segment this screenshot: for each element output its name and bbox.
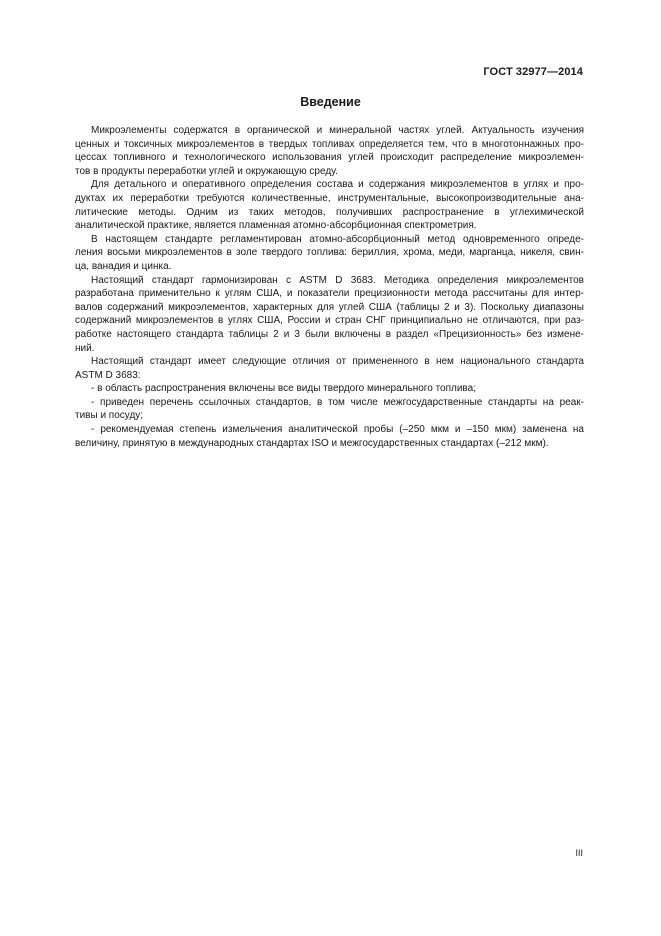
text-line: содержаний микроэлементов в углях США, России и стран СНГ принципиально не отличаются, при раз- (75, 315, 584, 327)
text-line: - рекомендуемая степень измельчения аналитической пробы (–250 мкм и –150 мкм) заменена на (91, 424, 584, 436)
text-line: разработана применительно к углям США, и показатели прецизионности метода рассчитаны для интер- (75, 288, 584, 300)
page-title: Введение (300, 95, 361, 109)
text-line: ления восьми микроэлементов в золе твердого топлива: бериллия, хрома, меди, марганца, никеля, свин- (75, 247, 584, 259)
document-code: ГОСТ 32977—2014 (483, 66, 583, 78)
text-line: ний. (75, 342, 95, 354)
text-line: Для детального и оперативного определения состава и содержания микроэлементов в углях и про- (91, 179, 584, 191)
text-line: В настоящем стандарте регламентирован атомно-абсорбционный метод одновременного опреде- (91, 233, 584, 245)
text-line: величину, принятую в международных стандартах ISO и межгосударственных стандартах (–212 мкм). (75, 437, 549, 449)
text-line: дуктах их переработки требуются количественные, инструментальные, высокопроизводительные ана- (75, 192, 584, 204)
text-line: цессах топливного и технологического использования углей происходит распределение микроэлемен- (75, 152, 584, 164)
text-line: ASTM D 3683: (75, 369, 141, 381)
text-line: аналитической практике, является пламенная атомно-абсорбционная спектрометрия. (75, 220, 477, 232)
text-line: Настоящий стандарт имеет следующие отличия от примененного в нем национального стандарта (91, 356, 584, 368)
text-line: валов содержаний микроэлементов, характерных для углей США (таблицы 2 и 3). Поскольку диапазоны (75, 301, 584, 313)
paragraph (75, 233, 584, 274)
paragraph (75, 423, 584, 450)
text-line: тивы и посуду; (75, 410, 144, 422)
text-line: ца, ванадия и цинка. (75, 260, 172, 272)
paragraph (75, 396, 584, 423)
paragraph (75, 178, 584, 232)
text-line: тов в продукты переработки углей и окружающую среду. (75, 165, 338, 177)
body-text (75, 124, 584, 450)
text-line: литические методы. Одним из таких методов, получивших распространение в углехимической (75, 206, 584, 218)
text-line: - приведен перечень ссылочных стандартов, в том числе межгосударственные стандарты на реак- (91, 396, 584, 408)
text-line: - в область распространения включены все виды твердого минерального топлива; (91, 383, 476, 395)
text-line: ценных и токсичных микроэлементов в твердых топливах определяется тем, что в многотоннажных про- (75, 138, 584, 150)
text-line: работке настоящего стандарта таблицы 2 и 3 были включены в раздел «Прецизионность» без измене- (75, 328, 584, 340)
paragraph (75, 274, 584, 356)
text-line: Микроэлементы содержатся в органической и минеральной частях углей. Актуальность изучения (91, 125, 584, 136)
paragraph (91, 382, 584, 396)
page-number: III (575, 848, 583, 858)
paragraph (75, 355, 584, 382)
text-line: Настоящий стандарт гармонизирован с ASTM D 3683. Методика определения микроэлементов (91, 274, 584, 286)
paragraph (75, 124, 584, 178)
